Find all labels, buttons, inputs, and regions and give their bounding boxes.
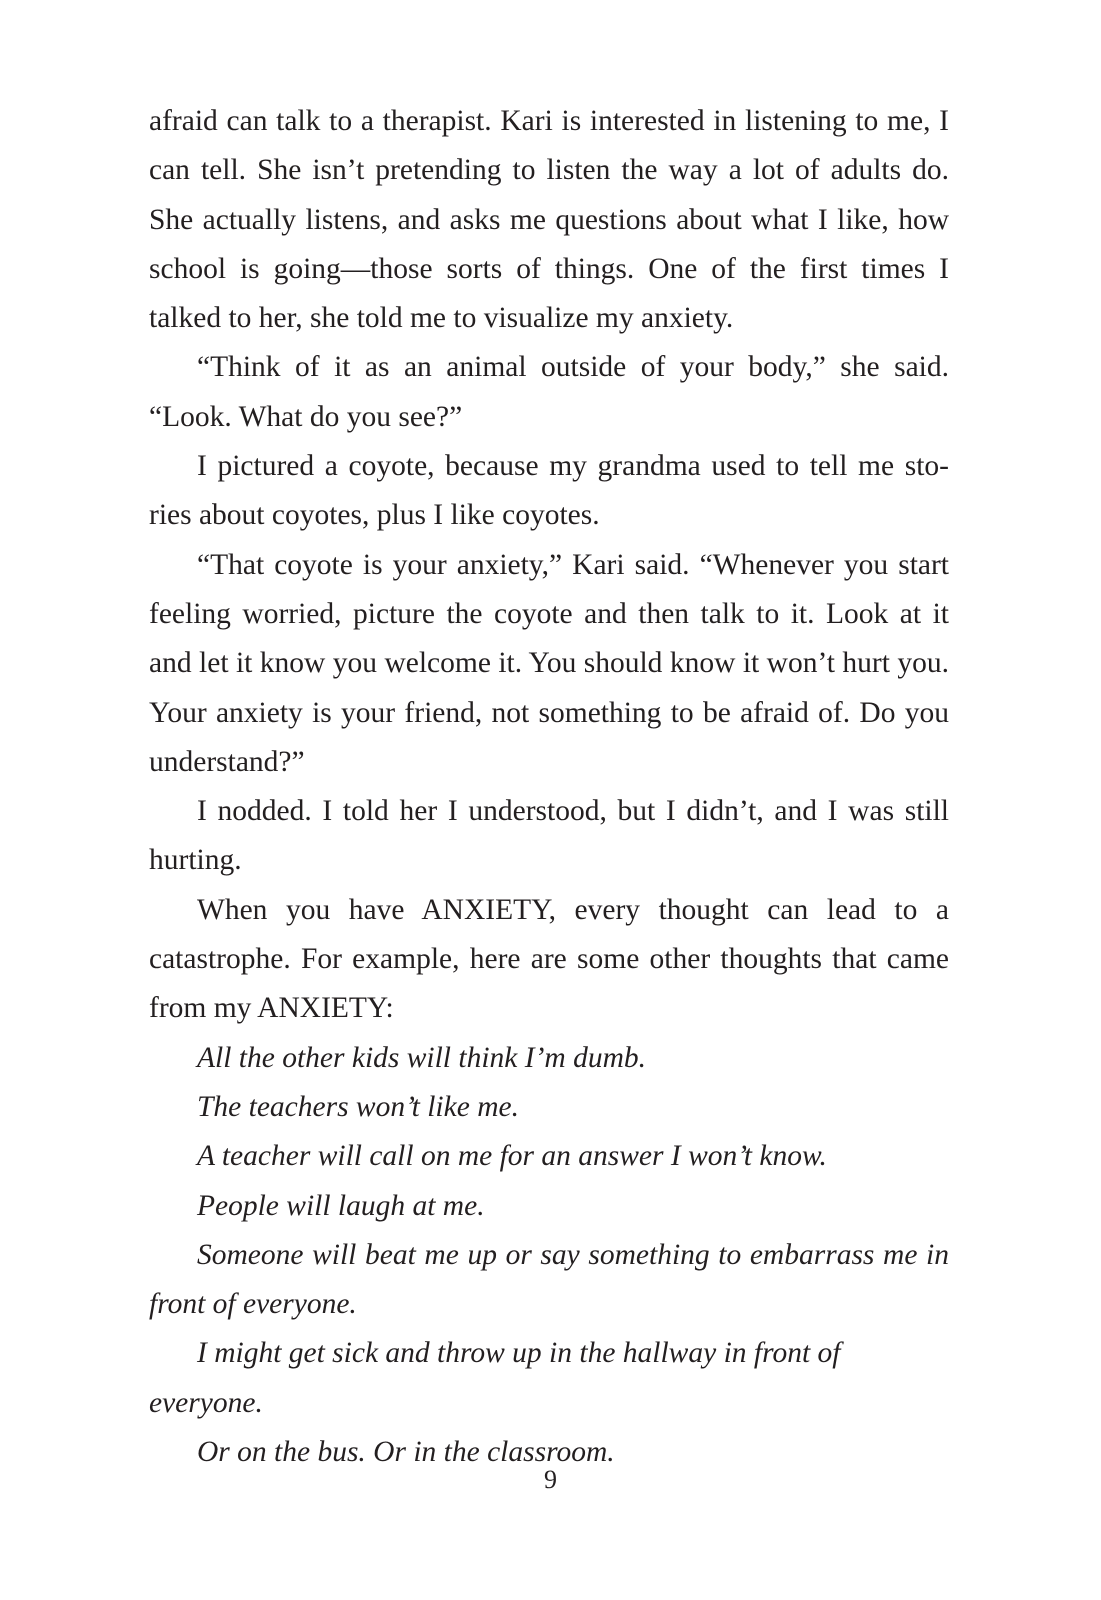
thought-line: Or on the bus. Or in the classroom. — [197, 1436, 615, 1469]
page-body-text — [149, 97, 949, 1477]
thought-line: Someone will beat me up or say something to embarrass me in front of everyone. — [149, 1238, 949, 1321]
thought-line: The teachers won’t like me. — [197, 1090, 519, 1123]
paragraph-dialogue-animal: “Think of it as an animal outside of your body,” she said. “Look. What do you see?” — [149, 351, 949, 433]
thought-line: A teacher will call on me for an answer I won’t know. — [197, 1140, 827, 1173]
thought-line: People will laugh at me. — [197, 1189, 485, 1222]
paragraph-continuation: afraid can talk to a therapist. Kari is interested in listening to me, I can tell. She isn’t pretending to listen the way a lot of adults do. She actually listens, and asks me questions about what I like, how school is going—those sorts of things. One of the first times I talked to her, she told me to visualize my anxiety. — [149, 105, 949, 335]
paragraph-anxiety: When you have ANXIETY, every thought can lead to a catastrophe. For example, here are some other thoughts that came from my ANXIETY: — [149, 893, 949, 1025]
paragraph-nodded: I nodded. I told her I understood, but I didn’t, and I was still hurting. — [149, 795, 949, 877]
paragraph-dialogue-coyote: “That coyote is your anxiety,” Kari said. “Whenever you start feeling worried, picture the coyote and then talk to it. Look at it and let it know you welcome it. You should know it won’t hurt you. Your anxiety is your friend, not something to be afraid of. Do you understand?” — [149, 548, 949, 778]
thought-line: All the other kids will think I’m dumb. — [197, 1041, 646, 1074]
thought-line: I might get sick and throw up in the hallway in front of everyone. — [149, 1337, 841, 1419]
page-number: 9 — [544, 1465, 557, 1494]
paragraph-coyote: I pictured a coyote, because my grandma used to tell me sto-ries about coyotes, plus I like coyotes. — [149, 450, 949, 532]
